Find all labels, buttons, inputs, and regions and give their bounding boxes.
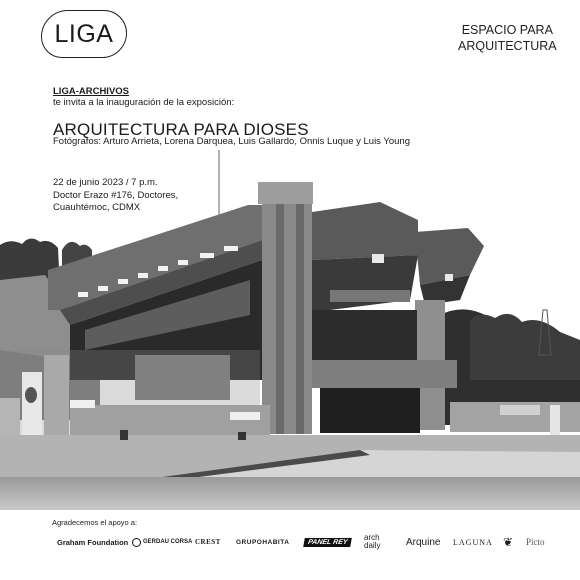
graham-foundation-logo: Graham Foundation bbox=[57, 537, 129, 547]
liga-logo[interactable] bbox=[41, 10, 127, 58]
event-date: 22 de junio 2023 / 7 p.m. bbox=[53, 177, 158, 188]
arquine-logo: Arquine bbox=[406, 536, 441, 548]
building-photo bbox=[0, 150, 580, 510]
invitation-block bbox=[53, 86, 234, 108]
event-address-line2: Cuauhtémoc, CDMX bbox=[53, 202, 141, 213]
tagline-line1: ESPACIO PARA bbox=[461, 23, 553, 37]
laguna-logo: LAGUNA bbox=[453, 537, 493, 547]
organizer-name: LIGA-ARCHIVOS bbox=[53, 86, 129, 97]
picto-logo: Picto bbox=[526, 537, 545, 547]
grupohabita-logo: GRUPOHABITA bbox=[236, 538, 290, 546]
logo-text: LIGA bbox=[54, 19, 114, 48]
header-tagline bbox=[458, 22, 557, 54]
crest-logo: CREST bbox=[195, 538, 221, 546]
tagline-line2: ARQUITECTURA bbox=[458, 39, 557, 53]
invitation-text: te invita a la inauguración de la exposición: bbox=[53, 97, 235, 108]
exhibition-title: ARQUITECTURA PARA DIOSES bbox=[53, 120, 309, 139]
archdaily-line1: arch bbox=[364, 533, 380, 542]
archdaily-line2: daily bbox=[364, 541, 381, 550]
panel-rey-label: PANEL REY bbox=[303, 538, 352, 547]
photographers-credit: Fotógrafos: Arturo Arrieta, Lorena Darquea, Luis Gallardo, Onnis Luque y Luis Young bbox=[53, 136, 411, 147]
archdaily-logo bbox=[364, 530, 380, 554]
event-address-line1: Doctor Erazo #176, Doctores, bbox=[53, 189, 179, 201]
sponsor-logos bbox=[0, 530, 580, 554]
sponsor-thanks: Agradecemos el apoyo a: bbox=[52, 518, 138, 527]
panel-rey-logo bbox=[304, 530, 351, 554]
gerdau-circle-icon bbox=[132, 538, 141, 547]
bird-icon: ❦ bbox=[503, 535, 514, 549]
gerdau-corsa-logo bbox=[132, 530, 192, 554]
gerdau-label: GERDAU CORSA bbox=[143, 539, 193, 545]
